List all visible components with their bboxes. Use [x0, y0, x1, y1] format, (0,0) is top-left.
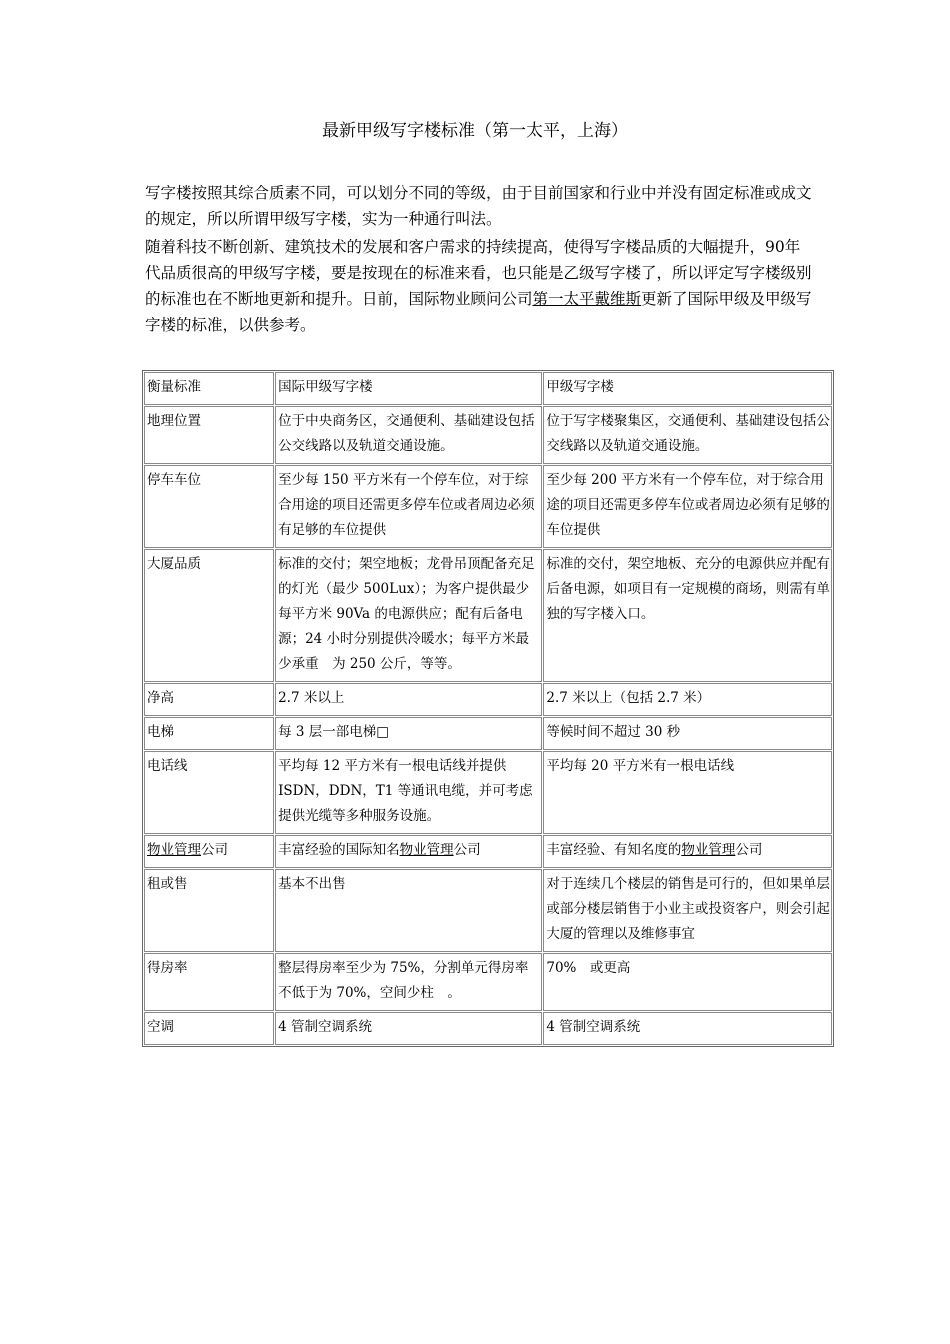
table-row [144, 1012, 832, 1045]
table-header-row [144, 372, 832, 405]
header-criteria: 衡量标准 [144, 372, 274, 405]
row-label: 电梯 [144, 717, 274, 750]
row-label: 停车车位 [144, 465, 274, 548]
table-row [144, 751, 832, 834]
cell-international: 整层得房率至少为 75%，分割单元得房率不低于为 70%，空间少柱 。 [275, 953, 542, 1011]
cell-international: 标准的交付；架空地板；龙骨吊顶配备充足的灯光（最少 500Lux）；为客户提供最少每平方米 90Va 的电源供应；配有后备电源；24 小时分别提供冷暖水；每平方米最少承重 为 250 公斤，等等。 [275, 549, 542, 682]
row-label: 净高 [144, 683, 274, 716]
header-grade-a: 甲级写字楼 [543, 372, 832, 405]
intro-paragraph-1: 写字楼按照其综合质素不同，可以划分不同的等级，由于目前国家和行业中并没有固定标准或成文的规定，所以所谓甲级写字楼，实为一种通行叫法。 [145, 184, 812, 228]
table-row [144, 717, 832, 750]
intro-text-end: 更新了国际甲级及甲级写字楼的标准，以供参考。 [145, 290, 812, 334]
cell-grade-a: 位于写字楼聚集区，交通便利、基础建设包括公交线路以及轨道交通设施。 [543, 406, 832, 464]
cell-international: 至少每 150 平方米有一个停车位，对于综合用途的项目还需更多停车位或者周边必须有足够的车位提供 [275, 465, 542, 548]
savills-link[interactable]: 第一太平戴维斯 [532, 290, 642, 308]
intro-text: 随着科技不断创新、建筑技术的发展和客户需求的持续提高，使得写字楼品质的大幅提升，90年代品质很高的甲级写字楼，要是按现在的标准来看，也只能是乙级写字楼了，所以评定写字楼级别的标准也在不断地更新和提升。日前，国际物业顾问公司 [145, 238, 812, 308]
property-management-link[interactable]: 物业管理 [147, 842, 201, 858]
office-standard-table [142, 370, 834, 1047]
table-row [144, 549, 832, 682]
table-row [144, 869, 832, 952]
cell-international [275, 835, 542, 868]
cell-grade-a [543, 835, 832, 868]
cell-text: 丰富经验的国际知名 [278, 842, 400, 858]
document-title: 最新甲级写字楼标准（第一太平，上海） [322, 121, 628, 141]
table-row [144, 953, 832, 1011]
row-label: 电话线 [144, 751, 274, 834]
header-international-grade-a: 国际甲级写字楼 [275, 372, 542, 405]
cell-international: 4 管制空调系统 [275, 1012, 542, 1045]
cell-grade-a: 对于连续几个楼层的销售是可行的，但如果单层或部分楼层销售于小业主或投资客户，则会引起大厦的管理以及维修事宜 [543, 869, 832, 952]
row-label: 地理位置 [144, 406, 274, 464]
cell-grade-a: 70% 或更高 [543, 953, 832, 1011]
cell-international: 每 3 层一部电梯□ [275, 717, 542, 750]
table-row [144, 835, 832, 868]
property-management-link[interactable]: 物业管理 [399, 842, 454, 858]
row-label: 租或售 [144, 869, 274, 952]
cell-international: 2.7 米以上 [275, 683, 542, 716]
table-row [144, 465, 832, 548]
cell-grade-a: 4 管制空调系统 [543, 1012, 832, 1045]
cell-grade-a: 等候时间不超过 30 秒 [543, 717, 832, 750]
cell-grade-a: 标准的交付，架空地板、充分的电源供应并配有后备电源，如项目有一定规模的商场，则需有单独的写字楼入口。 [543, 549, 832, 682]
row-label: 得房率 [144, 953, 274, 1011]
cell-international: 基本不出售 [275, 869, 542, 952]
property-management-link[interactable]: 物业管理 [681, 842, 736, 858]
cell-text: 丰富经验、有知名度的 [546, 842, 682, 858]
row-label: 大厦品质 [144, 549, 274, 682]
intro-paragraph-2 [145, 234, 815, 338]
row-label-rest: 公司 [201, 842, 228, 858]
row-label: 空调 [144, 1012, 274, 1045]
cell-grade-a: 平均每 20 平方米有一根电话线 [543, 751, 832, 834]
table-row [144, 406, 832, 464]
cell-grade-a: 2.7 米以上（包括 2.7 米） [543, 683, 832, 716]
row-label [144, 835, 274, 868]
cell-text-end: 公司 [453, 842, 481, 858]
cell-international: 平均每 12 平方米有一根电话线并提供ISDN，DDN，T1 等通讯电缆，并可考虑提供光缆等多种服务设施。 [275, 751, 542, 834]
cell-international: 位于中央商务区，交通便利、基础建设包括公交线路以及轨道交通设施。 [275, 406, 542, 464]
table-row [144, 683, 832, 716]
cell-grade-a: 至少每 200 平方米有一个停车位，对于综合用途的项目还需更多停车位或者周边必须有足够的车位提供 [543, 465, 832, 548]
cell-text-end: 公司 [735, 842, 763, 858]
